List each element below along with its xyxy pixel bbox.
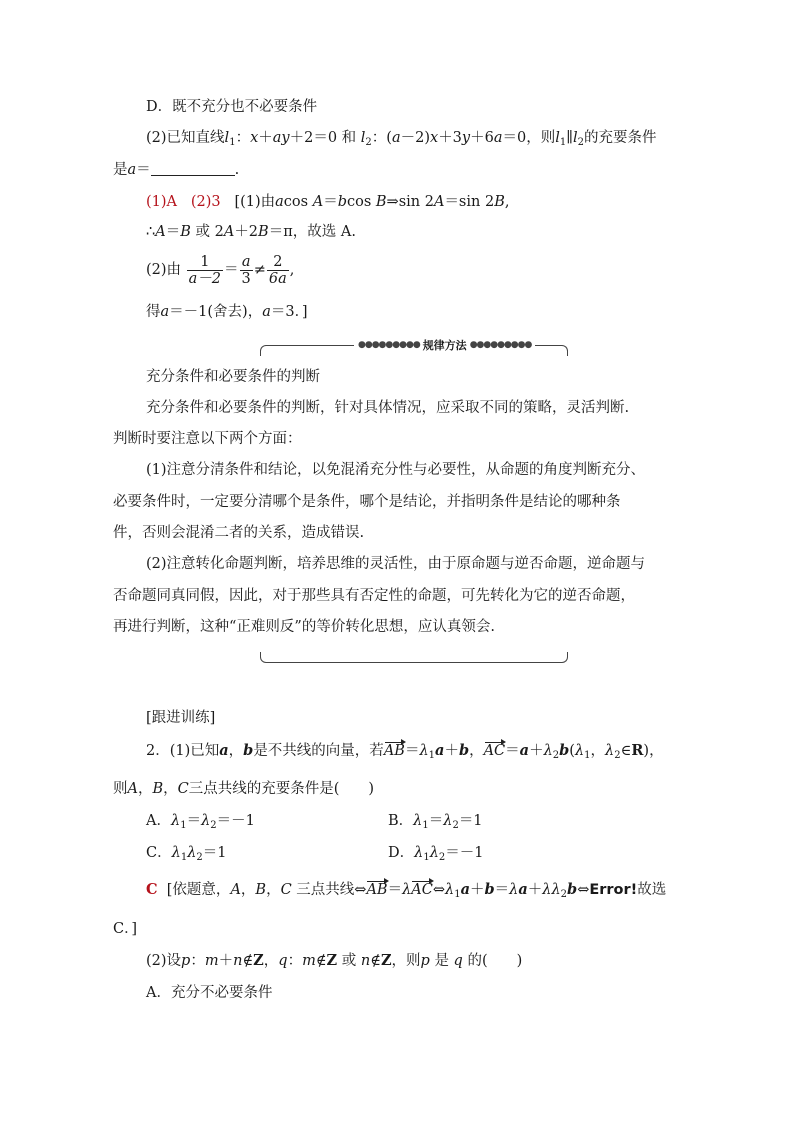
fraction: $\frac{a}{3}$ <box>241 253 251 287</box>
fraction: $\frac{1}{a-2}$ <box>188 253 222 287</box>
method-para2-line3: 件，否则会混淆二者的关系，造成错误. <box>113 525 365 541</box>
practice-option-c: C．$\lambda_1\lambda_2=1$ <box>146 845 227 863</box>
practice-q1-line2: 则A，B，C三点共线的充要条件是( ) <box>113 781 375 797</box>
answer-1-line4: 得a＝－1(舍去)，a＝3．] <box>146 304 308 320</box>
method-para1-line1: 充分条件和必要条件的判断，针对具体情况，应采取不同的策略，灵活判断. <box>146 400 630 416</box>
method-box-label: ●●●●●●●●● 规律方法 ●●●●●●●●● <box>354 337 535 353</box>
practice-option-d: D．$\lambda_1\lambda_2=-1$ <box>388 845 484 863</box>
question-2b: (2)设p：m＋n∉Z，q：m∉Z 或 n∉Z，则p 是 q 的( ) <box>146 952 523 969</box>
answer-1-line2: ∴A＝B 或 2A＋2B＝π，故选 A. <box>146 224 356 240</box>
question-2b-option-a: A．充分不必要条件 <box>146 985 273 1001</box>
method-para2-line2: 必要条件时，一定要分清哪个是条件，哪个是结论，并指明条件是结论的哪种条 <box>113 494 621 510</box>
method-para3-line3: 再进行判断，这种“正难则反”的等价转化思想，应认真领会. <box>113 619 495 635</box>
question-2-line2: 是a＝ . <box>113 162 240 178</box>
dots-decoration-right: ●●●●●●●●● <box>469 340 532 350</box>
answer-blank <box>151 161 235 176</box>
fraction: $\frac{2}{6a}$ <box>268 253 287 287</box>
vector-ab: AB <box>366 882 388 898</box>
practice-option-a: A．$\lambda_1=\lambda_2=-1$ <box>146 813 255 831</box>
practice-heading: [跟进训练] <box>146 710 216 726</box>
method-box-bottom-border <box>260 652 568 663</box>
question-2-line1: (2)已知直线$l_1$：x＋ay＋2＝0 和 $l_2$：(a－2)x＋3y＋6a＝0，则$l_1\parallel l_2$的充要条件 <box>146 130 657 148</box>
method-para1-line2: 判断时要注意以下两个方面： <box>113 431 302 447</box>
answer-2-line1: C [依题意，A，B，C 三点共线$\Leftrightarrow AB=\lambda AC\Leftrightarrow\lambda_1a+b=\lambda a+\lambda\lambda_2b\Leftrightarrow Error$!故选 <box>146 881 667 900</box>
method-title: 充分条件和必要条件的判断 <box>146 369 320 385</box>
method-para3-line2: 否命题同真同假，因此，对于那些具有否定性的命题，可先转化为它的逆否命题， <box>113 588 635 604</box>
option-d: D．既不充分也不必要条件 <box>146 99 318 115</box>
vector-ac: AC <box>411 882 433 898</box>
practice-q1-line1: 2．(1)已知a，b是不共线的向量，若$AB=\lambda_1a+b$，$AC=a+\lambda_2b(\lambda_1$，$\lambda_2\in R$)， <box>146 742 664 761</box>
answer-1-line1: (1)A (2)3 [(1)由acos A＝bcos B⇒sin 2A＝sin 2B, <box>146 194 510 210</box>
dots-decoration-left: ●●●●●●●●● <box>358 340 420 350</box>
practice-option-b: B．$\lambda_1=\lambda_2=1$ <box>388 813 483 831</box>
vector-ab: AB <box>383 743 405 759</box>
answer-1-line3: (2)由 $\frac{1}{a-2}$ ＝ $\frac{a}{3}$ ≠ $\frac{2}{6a}$ , <box>146 253 295 287</box>
vector-ac: AC <box>483 743 506 759</box>
method-para2-line1: (1)注意分清条件和结论，以免混淆充分性与必要性，从命题的角度判断充分、 <box>146 462 646 478</box>
method-para3-line1: (2)注意转化命题判断，培养思维的灵活性，由于原命题与逆否命题，逆命题与 <box>146 556 646 572</box>
answer-2-line2: C．] <box>113 921 138 937</box>
